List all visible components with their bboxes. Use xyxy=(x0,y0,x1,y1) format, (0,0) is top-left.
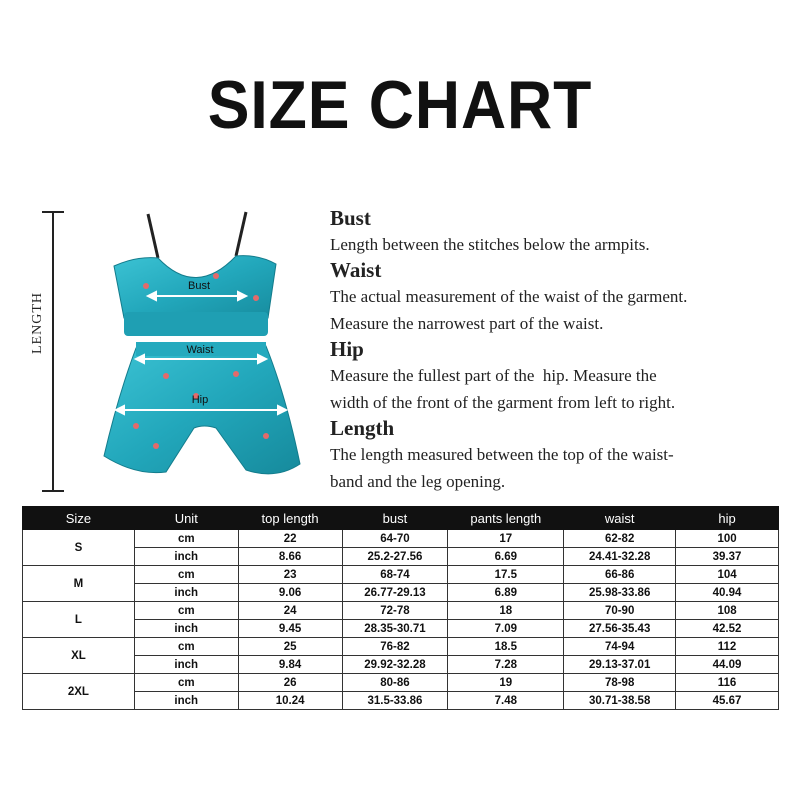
value-cell: 9.45 xyxy=(238,620,342,638)
value-cell: 112 xyxy=(676,638,779,656)
value-cell: 72-78 xyxy=(342,602,448,620)
waist-label: Waist xyxy=(186,344,214,356)
size-cell: M xyxy=(23,566,135,602)
value-cell: 44.09 xyxy=(676,656,779,674)
top-band xyxy=(124,312,268,336)
value-cell: 17 xyxy=(448,530,564,548)
value-cell: 9.84 xyxy=(238,656,342,674)
value-cell: 23 xyxy=(238,566,342,584)
table-row xyxy=(23,530,779,548)
hip-heading: Hip xyxy=(330,337,364,361)
value-cell: 18.5 xyxy=(448,638,564,656)
value-cell: 10.24 xyxy=(238,692,342,710)
value-cell: 19 xyxy=(448,674,564,692)
value-cell: 74-94 xyxy=(564,638,676,656)
header-bust: bust xyxy=(342,507,448,530)
length-heading: Length xyxy=(330,416,395,440)
value-cell: 28.35-30.71 xyxy=(342,620,448,638)
value-cell: 24 xyxy=(238,602,342,620)
bust-label: Bust xyxy=(187,280,211,292)
header-size: Size xyxy=(23,507,135,530)
value-cell: 29.92-32.28 xyxy=(342,656,448,674)
table-row xyxy=(23,566,779,584)
value-cell: 18 xyxy=(448,602,564,620)
value-cell: 62-82 xyxy=(564,530,676,548)
unit-cell: inch xyxy=(134,620,238,638)
header-waist: waist xyxy=(564,507,676,530)
waist-heading: Waist xyxy=(330,258,382,282)
bust-section xyxy=(330,206,790,258)
value-cell: 68-74 xyxy=(342,566,448,584)
size-cell: XL xyxy=(23,638,135,674)
value-cell: 66-86 xyxy=(564,566,676,584)
value-cell: 9.06 xyxy=(238,584,342,602)
value-cell: 45.67 xyxy=(676,692,779,710)
garment-illustration xyxy=(96,206,316,496)
unit-cell: inch xyxy=(134,548,238,566)
value-cell: 7.48 xyxy=(448,692,564,710)
table-body xyxy=(23,530,779,710)
table-row xyxy=(23,692,779,710)
value-cell: 6.69 xyxy=(448,548,564,566)
page-title: SIZE CHART xyxy=(207,67,593,143)
value-cell: 116 xyxy=(676,674,779,692)
length-indicator-cap-top xyxy=(42,211,64,213)
value-cell: 26 xyxy=(238,674,342,692)
length-section xyxy=(330,416,790,495)
right-strap xyxy=(236,212,246,256)
unit-cell: cm xyxy=(134,566,238,584)
unit-cell: cm xyxy=(134,530,238,548)
length-indicator-cap-bottom xyxy=(42,490,64,492)
value-cell: 40.94 xyxy=(676,584,779,602)
table-row xyxy=(23,602,779,620)
hip-section xyxy=(330,337,790,416)
value-cell: 7.28 xyxy=(448,656,564,674)
table-row xyxy=(23,674,779,692)
value-cell: 70-90 xyxy=(564,602,676,620)
waist-text-line-2: Measure the narrowest part of the waist. xyxy=(330,314,604,333)
unit-cell: cm xyxy=(134,638,238,656)
value-cell: 78-98 xyxy=(564,674,676,692)
value-cell: 25.98-33.86 xyxy=(564,584,676,602)
value-cell: 108 xyxy=(676,602,779,620)
value-cell: 17.5 xyxy=(448,566,564,584)
value-cell: 27.56-35.43 xyxy=(564,620,676,638)
unit-cell: cm xyxy=(134,674,238,692)
length-indicator-line xyxy=(52,211,54,492)
value-cell: 7.09 xyxy=(448,620,564,638)
size-cell: 2XL xyxy=(23,674,135,710)
table-header-row xyxy=(23,507,779,530)
value-cell: 100 xyxy=(676,530,779,548)
value-cell: 25.2-27.56 xyxy=(342,548,448,566)
value-cell: 39.37 xyxy=(676,548,779,566)
value-cell: 22 xyxy=(238,530,342,548)
hip-text-line-2: width of the front of the garment from left to right. xyxy=(330,393,676,412)
value-cell: 31.5-33.86 xyxy=(342,692,448,710)
hip-label: Hip xyxy=(191,394,209,406)
header-unit: Unit xyxy=(134,507,238,530)
left-strap xyxy=(148,214,158,258)
header-hip: hip xyxy=(676,507,779,530)
table-row xyxy=(23,548,779,566)
table-row xyxy=(23,584,779,602)
hip-text-line-1: Measure the fullest part of the hip. Measure the xyxy=(330,366,657,385)
value-cell: 8.66 xyxy=(238,548,342,566)
value-cell: 64-70 xyxy=(342,530,448,548)
value-cell: 26.77-29.13 xyxy=(342,584,448,602)
bust-heading: Bust xyxy=(330,206,371,230)
length-label: LENGTH xyxy=(30,292,45,354)
unit-cell: inch xyxy=(134,692,238,710)
unit-cell: cm xyxy=(134,602,238,620)
length-text-line-1: The length measured between the top of the waist- xyxy=(330,445,674,464)
waist-section xyxy=(330,258,790,337)
header-top-length: top length xyxy=(238,507,342,530)
value-cell: 42.52 xyxy=(676,620,779,638)
value-cell: 6.89 xyxy=(448,584,564,602)
value-cell: 76-82 xyxy=(342,638,448,656)
unit-cell: inch xyxy=(134,656,238,674)
measurement-descriptions xyxy=(330,206,790,495)
size-cell: L xyxy=(23,602,135,638)
size-cell: S xyxy=(23,530,135,566)
header-pants-length: pants length xyxy=(448,507,564,530)
value-cell: 80-86 xyxy=(342,674,448,692)
table-row xyxy=(23,620,779,638)
value-cell: 29.13-37.01 xyxy=(564,656,676,674)
value-cell: 24.41-32.28 xyxy=(564,548,676,566)
bust-text-line-1: Length between the stitches below the armpits. xyxy=(330,235,650,254)
unit-cell: inch xyxy=(134,584,238,602)
length-text-line-2: band and the leg opening. xyxy=(330,472,506,491)
value-cell: 104 xyxy=(676,566,779,584)
waist-text-line-1: The actual measurement of the waist of the garment. xyxy=(330,287,688,306)
value-cell: 25 xyxy=(238,638,342,656)
value-cell: 30.71-38.58 xyxy=(564,692,676,710)
size-table xyxy=(22,506,779,710)
table-row xyxy=(23,638,779,656)
table-row xyxy=(23,656,779,674)
